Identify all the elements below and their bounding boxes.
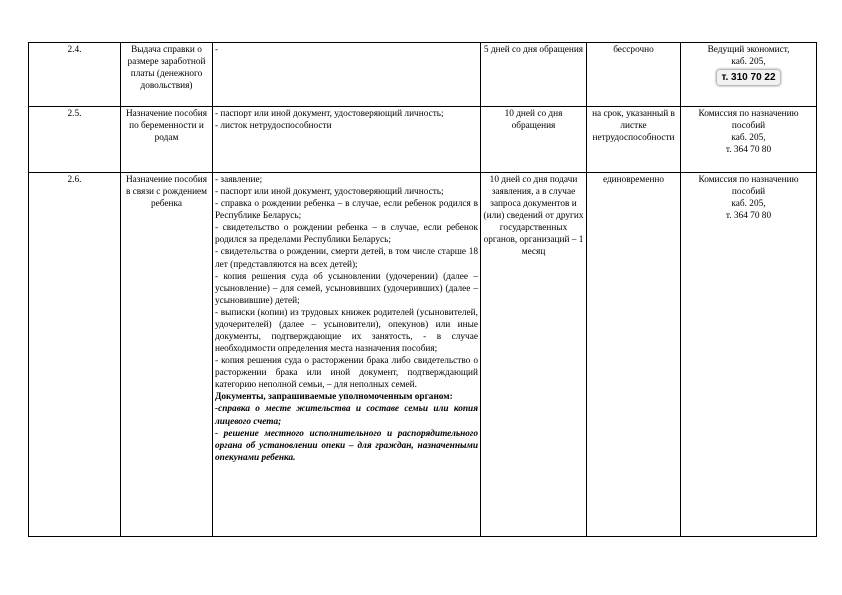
document-item: - копия решения суда об усыновлении (удочерении) (далее – усыновление) – для семей, усыновивших (удочеривших) (далее – усыновившие) детей;	[215, 271, 478, 306]
responsible-line: Комиссия по назначению пособий	[698, 109, 799, 132]
procedure-name: Выдача справки о размере заработной платы (денежного довольствия)	[121, 43, 213, 107]
table-row	[29, 173, 817, 537]
requested-heading: Документы, запрашиваемые уполномоченным органом:	[215, 392, 453, 403]
document-item: - паспорт или иной документ, удостоверяющий личность;	[215, 187, 444, 198]
table-row	[29, 107, 817, 173]
responsible-line: каб. 205,	[731, 199, 766, 210]
table-row	[29, 43, 817, 107]
procedure-name: Назначение пособия в связи с рождением ребенка	[121, 173, 213, 537]
requested-item: -справка о месте жительства и составе семьи или копия лицевого счета;	[215, 404, 478, 427]
document-item: - справка о рождении ребенка – в случае, если ребенок родился в Республике Беларусь;	[215, 199, 478, 222]
phone-highlight: т. 310 70 22	[717, 70, 779, 85]
term-cell: 10 дней со дня подачи заявления, а в случае запроса документов и (или) сведений от других государственных органов, организаций – 1 месяц	[481, 173, 587, 537]
responsible-line: каб. 205,	[731, 133, 766, 144]
responsible-cell	[681, 173, 817, 537]
responsible-line: Комиссия по назначению пособий	[698, 175, 799, 198]
documents-cell	[213, 173, 481, 537]
responsible-cell	[681, 43, 817, 107]
responsible-line: Ведущий экономист,	[707, 45, 790, 55]
document-item: - паспорт или иной документ, удостоверяющий личность;	[215, 109, 444, 119]
documents-cell	[213, 107, 481, 173]
term-cell: 5 дней со дня обращения	[481, 43, 587, 107]
document-item: - свидетельства о рождении, смерти детей, в том числе старше 18 лет (представляются на всех детей);	[215, 247, 478, 270]
document-item: - копия решения суда о расторжении брака либо свидетельство о расторжении брака или иной документ, подтверждающий категорию неполной семьи, – для неполных семей.	[215, 356, 478, 391]
procedures-table	[28, 42, 817, 537]
documents-cell: -	[213, 43, 481, 107]
validity-cell: на срок, указанный в листке нетрудоспособности	[587, 107, 681, 173]
responsible-line: т. 364 70 80	[725, 145, 772, 156]
document-item: - листок нетрудоспособности	[215, 121, 332, 132]
responsible-line: т. 364 70 80	[725, 211, 772, 222]
document-item: - свидетельство о рождении ребенка – в случае, если ребенок родился за пределами Республики Беларусь;	[215, 223, 478, 246]
row-number: 2.4.	[29, 43, 121, 107]
document-item: - заявление;	[215, 175, 263, 185]
row-number: 2.5.	[29, 107, 121, 173]
responsible-cell	[681, 107, 817, 173]
term-cell: 10 дней со дня обращения	[481, 107, 587, 173]
requested-item: - решение местного исполнительного и распорядительного органа об установлении опеки – для граждан, назначенными опекунами ребенка.	[215, 428, 478, 463]
validity-cell: единовременно	[587, 173, 681, 537]
procedure-name: Назначение пособия по беременности и родам	[121, 107, 213, 173]
validity-cell: бессрочно	[587, 43, 681, 107]
document-item: - выписки (копии) из трудовых книжек родителей (усыновителей, удочерителей) (далее – усыновители), опекунов) или иные документы, подтверждающие их занятость, - в случае необходимости определения места назначения пособия;	[215, 307, 478, 355]
responsible-line: каб. 205,	[731, 57, 766, 68]
row-number: 2.6.	[29, 173, 121, 537]
